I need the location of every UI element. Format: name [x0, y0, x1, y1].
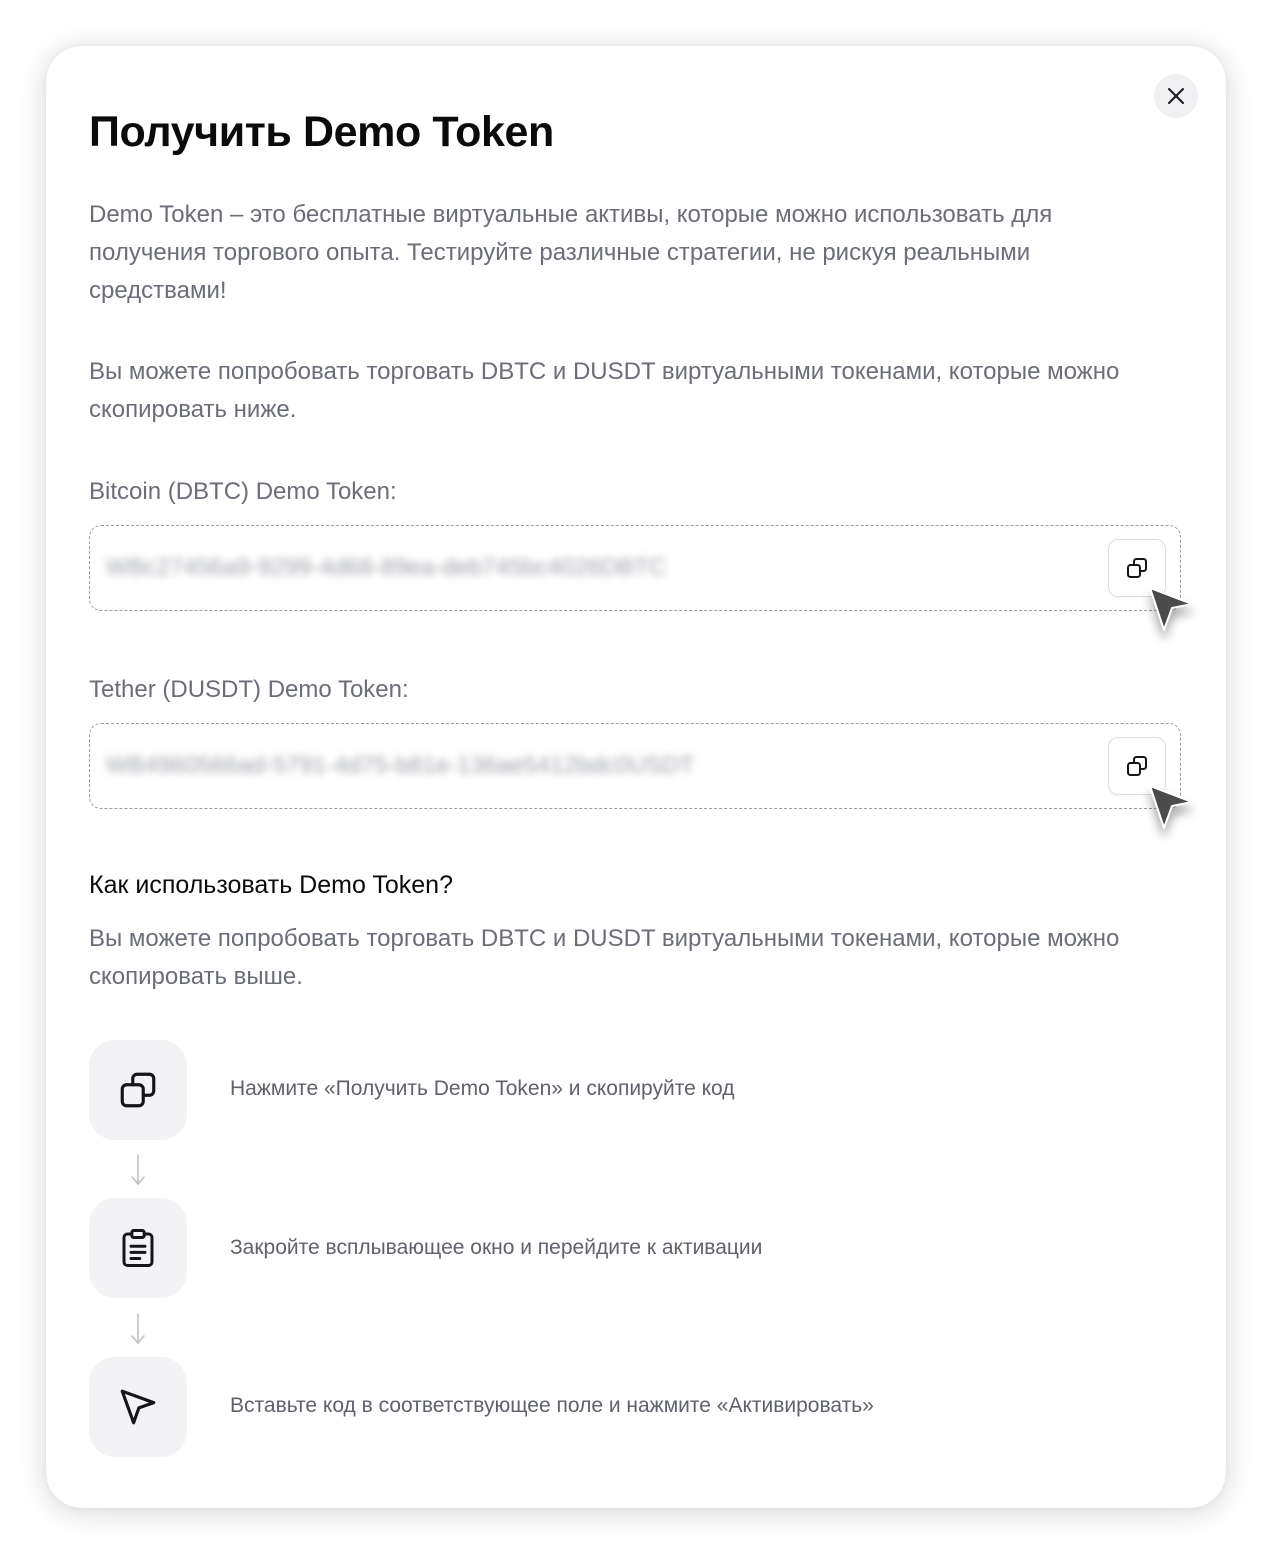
step-2-icon-tile — [89, 1198, 187, 1298]
step-1-text: Нажмите «Получить Demo Token» и скопируйте код — [230, 1077, 735, 1100]
howto-description: Вы можете попробовать торговать DBTC и DUSDT виртуальными токенами, которые можно скопировать выше. — [89, 925, 1120, 990]
dbtc-copy-button[interactable] — [1108, 539, 1166, 597]
close-button[interactable] — [1154, 74, 1198, 118]
dbtc-token-field[interactable] — [89, 525, 1181, 611]
step-2-text: Закройте всплывающее окно и перейдите к активации — [230, 1236, 763, 1259]
copy-icon — [117, 1069, 159, 1111]
step-3-text: Вставьте код в соответствующее поле и нажмите «Активировать» — [230, 1394, 874, 1417]
pointer-icon — [117, 1386, 159, 1428]
step-1-icon-tile — [89, 1040, 187, 1140]
dbtc-token-value[interactable]: WBc27456a9-9299-4d68-89ea-deb745bc4026DBTC — [106, 554, 667, 581]
intro-description-2: Вы можете попробовать торговать DBTC и DUSDT виртуальными токенами, которые можно скопировать ниже. — [89, 358, 1120, 423]
modal-title: Получить Demo Token — [89, 108, 554, 156]
close-icon — [1166, 86, 1186, 106]
copy-icon — [1125, 754, 1149, 778]
dusdt-token-value[interactable]: WB4960566ad-5791-4d75-b81e-136ae5412bdc0USDT — [106, 752, 695, 779]
dusdt-copy-button[interactable] — [1108, 737, 1166, 795]
copy-icon — [1125, 556, 1149, 580]
arrow-down-icon — [128, 1153, 148, 1187]
clipboard-icon — [117, 1227, 159, 1269]
step-3-icon-tile — [89, 1357, 187, 1457]
intro-description: Demo Token – это бесплатные виртуальные активы, которые можно использовать для получения торгового опыта. Тестируйте различные стратегии, не рискуя реальными средствами! — [89, 201, 1053, 304]
howto-heading: Как использовать Demo Token? — [89, 871, 453, 899]
arrow-down-icon — [128, 1312, 148, 1346]
demo-token-modal — [46, 46, 1226, 1508]
dusdt-token-field[interactable] — [89, 723, 1181, 809]
dbtc-token-label: Bitcoin (DBTC) Demo Token: — [89, 478, 397, 505]
dusdt-token-label: Tether (DUSDT) Demo Token: — [89, 676, 409, 703]
